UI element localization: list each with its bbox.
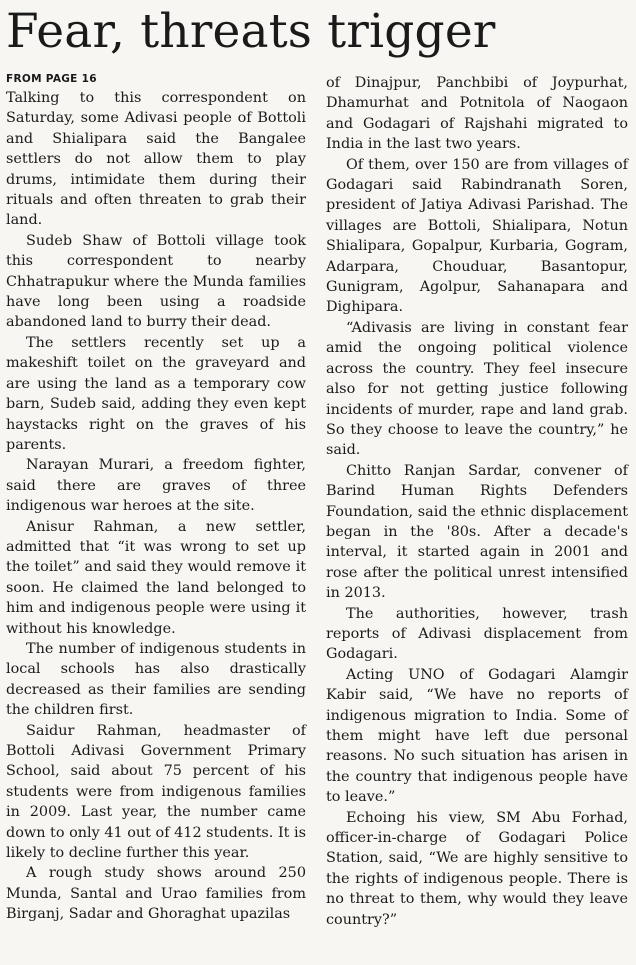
article-paragraph: The settlers recently set up a makeshift toilet on the graveyard and are using the land as a temporary cow barn, Sudeb said, adding they even kept haystacks right on the graves of his parents. — [6, 334, 306, 453]
article-paragraph: The authorities, however, trash reports of Adivasi displacement from Godagari. — [326, 605, 628, 663]
article-paragraph: “Adivasis are living in constant fear amid the ongoing political violence across the country. They feel insecure also for not getting justice following incidents of murder, rape and land grab. So they choose to leave the country,” he said. — [326, 319, 628, 459]
article-paragraph: Chitto Ranjan Sardar, convener of Barind Human Rights Defenders Foundation, said the ethnic displacement began in the '80s. After a decade's interval, it started again in 2001 and rose after the political unrest intensified in 2013. — [326, 462, 628, 602]
article-paragraph: Acting UNO of Godagari Alamgir Kabir said, “We have no reports of indigenous migration to India. Some of them might have left due personal reasons. No such situation has arisen in the country that indigenous people have to leave.” — [326, 666, 628, 806]
article-paragraph: A rough study shows around 250 Munda, Santal and Urao families from Birganj, Sadar and Ghoraghat upazilas — [6, 865, 306, 923]
article-paragraph: Saidur Rahman, headmaster of Bottoli Adivasi Government Primary School, said about 75 percent of his students were from indigenous families in 2009. Last year, the number came down to only 41 out of 412 students. It is likely to decline further this year. — [6, 722, 306, 862]
article-paragraph: Of them, over 150 are from villages of Godagari said Rabindranath Soren, president of Jatiya Adivasi Parishad. The villages are Bottoli, Shialipara, Notun Shialipara, Gopalpur, Kurbaria, Gogram, Adarpara, Chouduar, Basantopur, Gunigram, Agolpur, Sahanapara and Dighipara. — [326, 156, 628, 316]
article-paragraph: Anisur Rahman, a new settler, admitted that “it was wrong to set up the toilet” and said they would remove it soon. He claimed the land belonged to him and indigenous people were using it without his knowledge. — [6, 518, 306, 637]
dateline: FROM PAGE 16 — [6, 73, 97, 85]
headline: Fear, threats trigger — [6, 4, 496, 59]
article-paragraph: Sudeb Shaw of Bottoli village took this correspondent to nearby Chhatrapukur where the Munda families have long been using a roadside abandoned land to burry their dead. — [6, 232, 306, 331]
article-paragraph: Talking to this correspondent on Saturday, some Adivasi people of Bottoli and Shialipara said the Bangalee settlers do not allow them to play drums, intimidate them during their rituals and often threaten to grab their land. — [6, 90, 306, 229]
article-paragraph: The number of indigenous students in local schools has also drastically decreased as their families are sending the children first. — [6, 640, 306, 719]
article-paragraph: of Dinajpur, Panchbibi of Joypurhat, Dhamurhat and Potnitola of Naogaon and Godagari of Rajshahi migrated to India in the last two years. — [326, 75, 628, 153]
article-column-right — [326, 73, 628, 930]
article-paragraph: Echoing his view, SM Abu Forhad, officer-in-charge of Godagari Police Station, said, “We are highly sensitive to the rights of indigenous people. There is no threat to them, why would they leave country?” — [326, 809, 628, 928]
article-paragraph: Narayan Murari, a freedom fighter, said there are graves of three indigenous war heroes at the site. — [6, 457, 306, 515]
article-column-left — [6, 72, 306, 925]
